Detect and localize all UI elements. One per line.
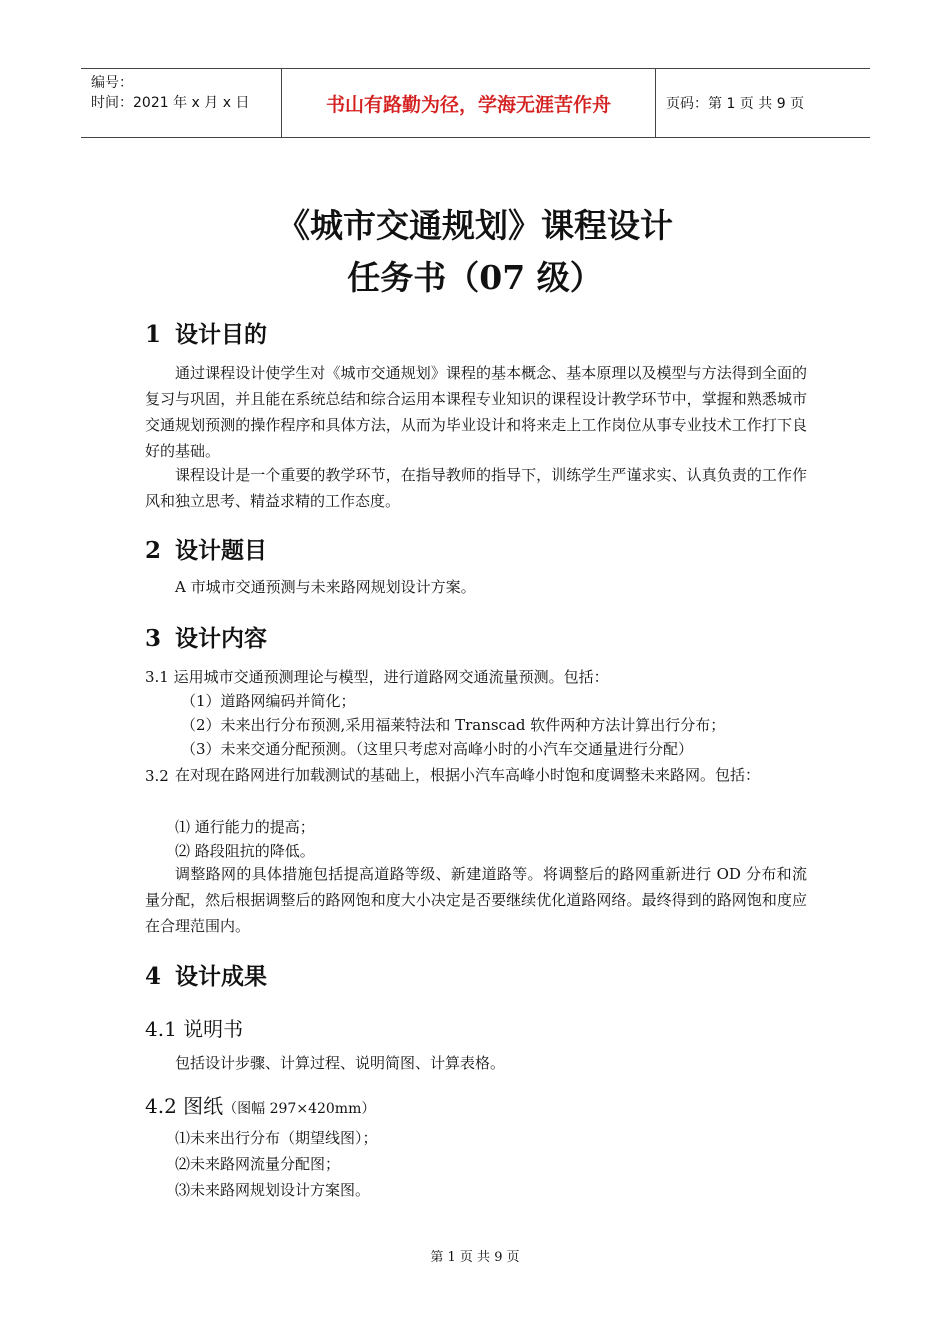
header-motto: 书山有路勤为径，学海无涯苦作舟 xyxy=(282,69,656,137)
item-3-1-c: （3）未来交通分配预测。（这里只考虑对高峰小时的小汽车交通量进行分配） xyxy=(181,740,694,758)
time-label: 时间：2021 年 x 月 x 日 xyxy=(91,95,250,111)
section-2-paragraph: A 市城市交通预测与未来路网规划设计方案。 xyxy=(175,578,476,596)
section-number: 2 xyxy=(145,537,162,564)
section-1-paragraph-2: 课程设计是一个重要的教学环节，在指导教师的指导下，训练学生严谨求实、认真负责的工作作风和独立思考、精益求精的工作态度。 xyxy=(145,466,807,510)
page-footer: 第 1 页 共 9 页 xyxy=(430,1250,520,1265)
document-header xyxy=(81,68,870,138)
item-3-1-a: （1）道路网编码并简化； xyxy=(181,692,356,710)
section-3-heading xyxy=(145,620,267,653)
subsection-4-1-heading: 4.1 说明书 xyxy=(145,1017,244,1041)
section-title: 设计题目 xyxy=(175,538,267,564)
document-title: 《城市交通规划》课程设计 xyxy=(277,206,673,245)
subsection-4-2-heading xyxy=(145,1090,375,1119)
item-3-1-b: （2）未来出行分布预测,采用福莱特法和 Transcad 软件两种方法计算出行分布； xyxy=(181,716,726,734)
paper-size-note: （图幅 297×420mm） xyxy=(223,1101,376,1117)
section-title: 设计内容 xyxy=(175,626,267,652)
drawing-item-1: ⑴未来出行分布（期望线图）； xyxy=(175,1129,378,1147)
section-1-paragraph-1: 通过课程设计使学生对《城市交通规划》课程的基本概念、基本原理以及模型与方法得到全面的复习与巩固，并且能在系统总结和综合运用本课程专业知识的课程设计教学环节中，掌握和熟悉城市交通规划预测的操作程序和具体方法，从而为毕业设计和将来走上工作岗位从事专业技术工作打下良好的基础。 xyxy=(145,364,807,460)
item-3-2-number: 3.2 xyxy=(145,767,169,785)
drawing-item-3: ⑶未来路网规划设计方案图。 xyxy=(175,1181,371,1199)
section-number: 3 xyxy=(145,625,162,652)
drawing-item-2: ⑵未来路网流量分配图； xyxy=(175,1155,341,1173)
subsection-4-1-text: 包括设计步骤、计算过程、说明简图、计算表格。 xyxy=(175,1054,506,1072)
number-label: 编号： xyxy=(91,75,133,91)
section-1-heading xyxy=(145,316,267,349)
item-3-2: 在对现在路网进行加载测试的基础上，根据小汽车高峰小时饱和度调整未来路网。包括： xyxy=(175,766,761,784)
section-title: 设计目的 xyxy=(175,322,267,348)
item-3-2-a: ⑴ 通行能力的提高； xyxy=(175,818,315,836)
section-number: 1 xyxy=(145,321,162,348)
adjustment-paragraph: 调整路网的具体措施包括提高道路等级、新建道路等。将调整后的路网重新进行 OD 分布和流量分配，然后根据调整后的路网饱和度大小决定是否要继续优化道路网络。最终得到的路网饱和度应在合理范围内。 xyxy=(145,865,807,935)
subsection-4-2-title: 4.2 图纸 xyxy=(145,1094,224,1118)
header-page-info: 页码：第 1 页 共 9 页 xyxy=(666,96,805,112)
document-subtitle: 任务书（07 级） xyxy=(347,258,603,297)
section-4-heading xyxy=(145,958,267,991)
item-3-1: 3.1 运用城市交通预测理论与模型，进行道路网交通流量预测。包括： xyxy=(145,668,609,686)
item-3-2-b: ⑵ 路段阻抗的降低。 xyxy=(175,842,315,860)
section-title: 设计成果 xyxy=(175,964,267,990)
header-meta xyxy=(81,69,282,137)
section-2-heading xyxy=(145,532,267,565)
section-number: 4 xyxy=(145,963,162,990)
